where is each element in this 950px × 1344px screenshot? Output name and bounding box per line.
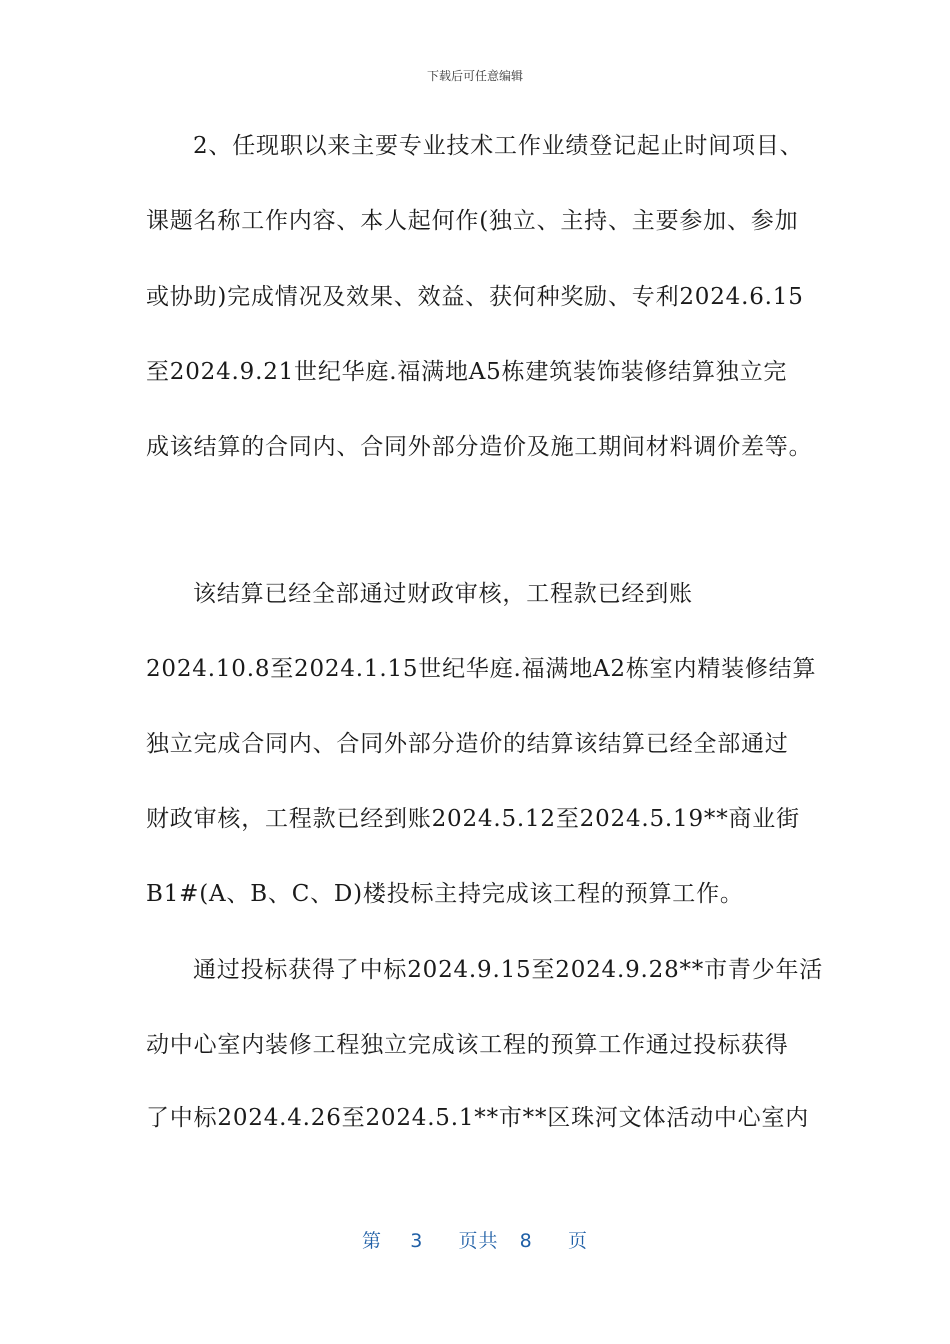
header-note: 下载后可任意编辑 (426, 69, 523, 83)
paragraph-line: 2、任现职以来主要专业技术工作业绩登记起止时间项目、 (193, 133, 804, 159)
page-footer (0, 1226, 950, 1253)
footer-suffix: 页 (567, 1230, 588, 1252)
paragraph-line: 了中标2024.4.26至2024.5.1**市**区珠河文体活动中心室内 (146, 1105, 810, 1131)
paragraph-line: 该结算已经全部通过财政审核，工程款已经到账 (193, 581, 693, 607)
paragraph-line: 动中心室内装修工程独立完成该工程的预算工作通过投标获得 (146, 1032, 789, 1058)
paragraph-line: 课题名称工作内容、本人起何作(独立、主持、主要参加、参加 (146, 208, 799, 234)
paragraph-line: B1#(A、B、C、D)楼投标主持完成该工程的预算工作。 (146, 881, 744, 907)
paragraph-line: 或协助)完成情况及效果、效益、获何种奖励、专利2024.6.15 (146, 284, 804, 310)
paragraph-line: 财政审核，工程款已经到账2024.5.12至2024.5.19**商业街 (146, 806, 800, 832)
paragraph-line: 至2024.9.21世纪华庭.福满地A5栋建筑装饰装修结算独立完 (146, 359, 788, 385)
paragraph-line: 成该结算的合同内、合同外部分造价及施工期间材料调价差等。 (146, 434, 813, 460)
paragraph-line: 独立完成合同内、合同外部分造价的结算该结算已经全部通过 (146, 731, 789, 757)
paragraph-line: 通过投标获得了中标2024.9.15至2024.9.28**市青少年活 (193, 957, 824, 983)
paragraph-line: 2024.10.8至2024.1.15世纪华庭.福满地A2栋室内精装修结算 (146, 656, 817, 682)
total-pages-number: 8 (519, 1230, 533, 1252)
footer-prefix: 第 (362, 1230, 383, 1252)
footer-middle: 页共 (458, 1230, 499, 1252)
current-page-number: 3 (410, 1230, 424, 1252)
